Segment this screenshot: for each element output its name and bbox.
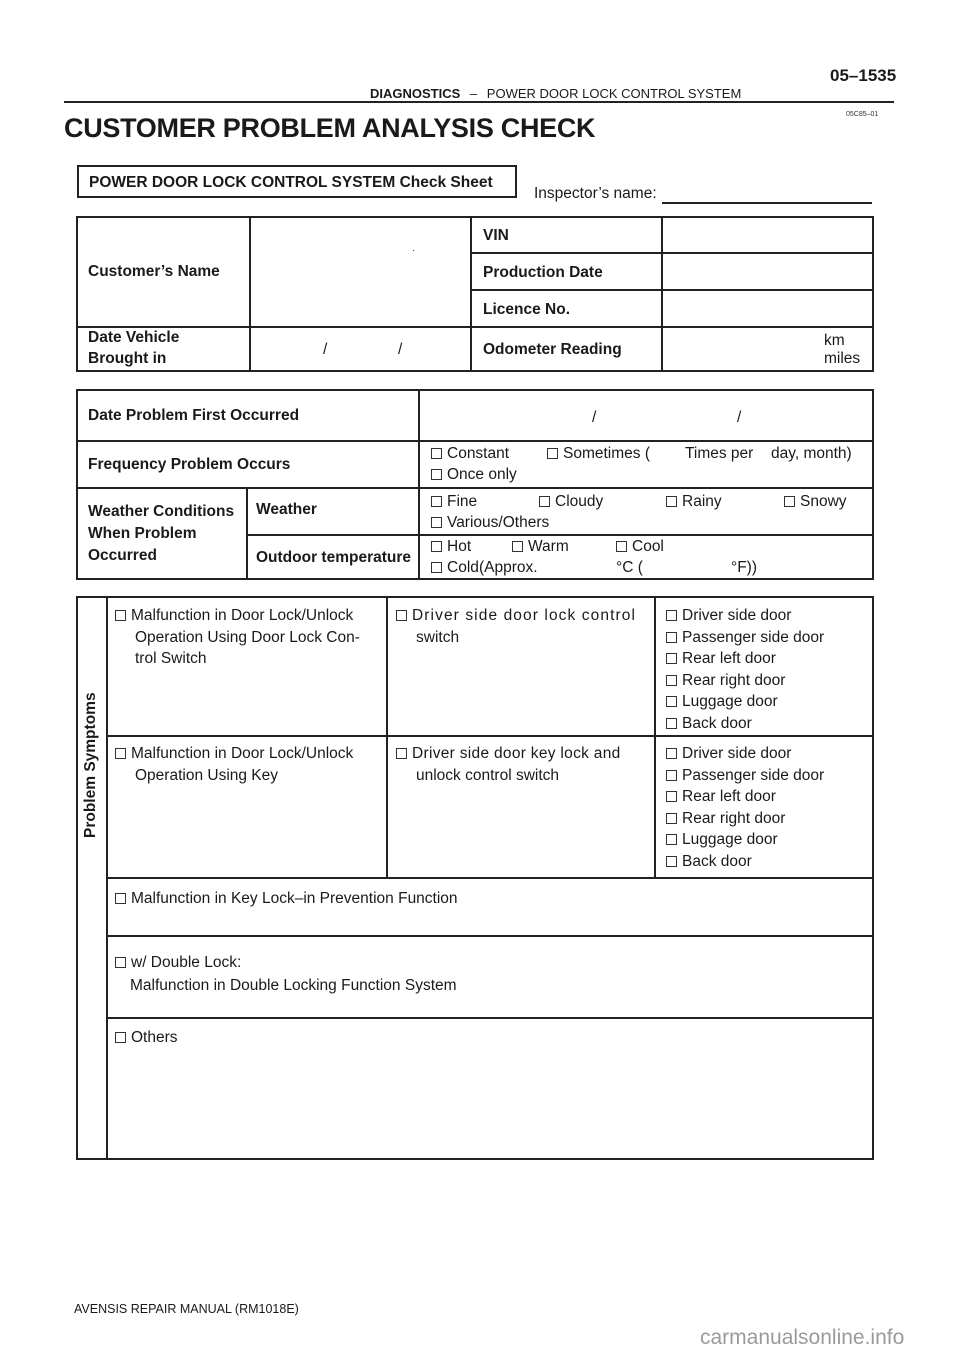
row-divider <box>470 252 874 254</box>
option-label: Once only <box>447 466 517 483</box>
row-divider <box>106 935 874 937</box>
unit-km: km <box>824 332 845 349</box>
checkbox[interactable] <box>666 748 677 759</box>
checkbox[interactable] <box>396 748 407 759</box>
row-divider <box>246 534 874 536</box>
weather-cloudy-option[interactable] <box>539 492 603 513</box>
option-label: Sometimes ( <box>563 445 650 462</box>
header-subsection: POWER DOOR LOCK CONTROL SYSTEM <box>486 86 742 101</box>
date-brought-label <box>88 328 179 370</box>
weather-conditions-label <box>88 501 234 567</box>
freq-day-month: day, month) <box>771 445 852 462</box>
door-option[interactable] <box>666 765 824 787</box>
checkbox[interactable] <box>115 893 126 904</box>
checkbox[interactable] <box>666 834 677 845</box>
checkbox[interactable] <box>431 517 442 528</box>
door-option[interactable] <box>666 605 824 627</box>
row-divider <box>470 326 874 328</box>
door-option[interactable] <box>666 627 824 649</box>
checkbox[interactable] <box>666 632 677 643</box>
col-divider <box>418 389 420 580</box>
row-divider <box>106 877 874 879</box>
frequency-label: Frequency Problem Occurs <box>88 456 291 473</box>
option-label: w/ Double Lock: <box>131 954 242 971</box>
customer-name-label: Customer’s Name <box>88 263 220 280</box>
first-occurred-separator: / <box>592 409 597 426</box>
option-label: Cool <box>632 538 664 555</box>
check-sheet-label: POWER DOOR LOCK CONTROL SYSTEM Check Sheet <box>89 174 493 191</box>
page-title: CUSTOMER PROBLEM ANALYSIS CHECK <box>64 113 596 143</box>
unit-miles: miles <box>824 350 861 367</box>
header-rule <box>64 101 894 103</box>
row-divider <box>106 735 874 737</box>
option-label: unlock control switch <box>416 766 560 784</box>
figure-code: 05C85–01 <box>846 111 879 118</box>
option-label: Various/Others <box>447 514 550 531</box>
option-label: Malfunction in Double Locking Function System <box>130 977 457 994</box>
temp-fahrenheit: °F)) <box>731 559 757 576</box>
temp-cold-option[interactable] <box>431 558 479 579</box>
weather-snowy-option[interactable] <box>784 492 847 513</box>
col-divider <box>470 216 472 372</box>
customer-name-dot: · <box>412 245 416 256</box>
option-label: Warm <box>528 538 569 555</box>
inspector-label: Inspector’s name: <box>534 185 657 202</box>
checkbox[interactable] <box>784 496 795 507</box>
date-separator: / <box>398 341 403 358</box>
option-label: Passenger side door <box>682 628 825 646</box>
checkbox[interactable] <box>115 748 126 759</box>
checkbox[interactable] <box>666 791 677 802</box>
licence-label: Licence No. <box>483 301 570 318</box>
door-option[interactable] <box>666 691 824 713</box>
weather-label: Weather <box>256 501 317 518</box>
temp-celsius: °C ( <box>616 559 643 576</box>
odometer-label: Odometer Reading <box>483 341 622 358</box>
door-option[interactable] <box>666 808 824 830</box>
checkbox[interactable] <box>666 813 677 824</box>
symptom-driver-lock-control-switch[interactable] <box>396 605 636 648</box>
option-label: Rear right door <box>682 671 786 689</box>
weather-conditions-line-2: When Problem <box>88 525 197 542</box>
weather-conditions-line-3: Occurred <box>88 547 157 564</box>
weather-rainy-option[interactable] <box>666 492 722 513</box>
temp-hot-option[interactable] <box>431 537 471 558</box>
option-label: Luggage door <box>682 831 778 849</box>
checkbox[interactable] <box>547 448 558 459</box>
page-number: 05–1535 <box>830 66 897 85</box>
checkbox[interactable] <box>512 541 523 552</box>
symptom-others[interactable] <box>115 1028 178 1049</box>
option-label: Driver side door <box>682 607 792 624</box>
first-occurred-label: Date Problem First Occurred <box>88 407 300 424</box>
option-label: Back door <box>682 852 752 870</box>
checkbox[interactable] <box>666 610 677 621</box>
option-label: Passenger side door <box>682 766 825 784</box>
checkbox[interactable] <box>666 496 677 507</box>
checkbox[interactable] <box>666 696 677 707</box>
option-label: Rainy <box>682 493 722 510</box>
door-option[interactable] <box>666 851 824 873</box>
option-label: Luggage door <box>682 693 778 711</box>
temp-approx: (Approx. <box>479 559 538 576</box>
checkbox[interactable] <box>666 718 677 729</box>
option-label: Rear right door <box>682 809 786 827</box>
row-divider <box>470 289 874 291</box>
option-label: Back door <box>682 714 752 732</box>
checkbox[interactable] <box>431 448 442 459</box>
checkbox[interactable] <box>396 610 407 621</box>
option-label: switch <box>416 628 460 646</box>
option-label: Operation Using Door Lock Con- <box>135 628 360 646</box>
checkbox[interactable] <box>666 770 677 781</box>
checkbox[interactable] <box>666 675 677 686</box>
inspector-line <box>662 202 872 204</box>
door-option[interactable] <box>666 829 824 851</box>
option-label: Constant <box>447 445 510 462</box>
check-sheet-label-box <box>77 165 517 198</box>
row-divider <box>76 487 874 489</box>
checkbox[interactable] <box>539 496 550 507</box>
option-label: trol Switch <box>135 650 207 667</box>
option-label: Others <box>131 1029 178 1046</box>
checkbox[interactable] <box>431 541 442 552</box>
temp-warm-option[interactable] <box>512 537 569 558</box>
option-label: Rear left door <box>682 788 776 806</box>
freq-once-option[interactable] <box>431 465 517 486</box>
option-label: Driver side door lock control <box>412 607 636 624</box>
checkbox[interactable] <box>431 496 442 507</box>
option-label: Hot <box>447 538 472 555</box>
checkbox[interactable] <box>431 562 442 573</box>
door-option[interactable] <box>666 648 824 670</box>
date-separator: / <box>323 341 328 358</box>
option-label: Cold <box>447 559 479 576</box>
problem-symptoms-label: Problem Symptoms <box>82 692 99 838</box>
checkbox[interactable] <box>666 856 677 867</box>
weather-conditions-line-1: Weather Conditions <box>88 503 235 520</box>
weather-various-option[interactable] <box>431 513 549 534</box>
temp-cool-option[interactable] <box>616 537 664 558</box>
checkbox[interactable] <box>616 541 627 552</box>
weather-fine-option[interactable] <box>431 492 477 513</box>
running-header <box>370 86 741 101</box>
door-option[interactable] <box>666 670 824 692</box>
door-list-row-2 <box>666 743 824 873</box>
option-label: Driver side door <box>682 745 792 762</box>
row-divider <box>106 1017 874 1019</box>
option-label: Malfunction in Key Lock–in Prevention Function <box>131 890 458 907</box>
symptom-driver-key-lock-switch[interactable] <box>396 743 621 786</box>
manual-footer: AVENSIS REPAIR MANUAL (RM1018E) <box>74 1302 299 1316</box>
header-section: DIAGNOSTICS <box>370 86 461 101</box>
freq-times-per: Times per <box>685 445 754 462</box>
option-label: Operation Using Key <box>135 766 279 784</box>
symptom-door-lock-key[interactable] <box>115 743 353 786</box>
option-label: Fine <box>447 493 478 510</box>
option-label: Driver side door key lock and <box>412 745 621 762</box>
checkbox[interactable] <box>115 957 126 968</box>
symptom-key-lock-prevention[interactable] <box>115 889 458 910</box>
row-divider <box>76 440 874 442</box>
date-brought-label-line-2: Brought in <box>88 349 167 367</box>
option-label: Malfunction in Door Lock/Unlock <box>131 745 354 762</box>
col-divider <box>654 596 656 878</box>
checkbox[interactable] <box>115 1032 126 1043</box>
checkbox[interactable] <box>666 653 677 664</box>
header-separator: – <box>469 86 478 101</box>
option-label: Cloudy <box>555 493 604 510</box>
watermark: carmanualsonline.info <box>700 1326 905 1349</box>
door-option[interactable] <box>666 786 824 808</box>
option-label: Rear left door <box>682 650 776 668</box>
first-occurred-separator: / <box>737 409 742 426</box>
checkbox[interactable] <box>115 610 126 621</box>
door-option[interactable] <box>666 713 824 735</box>
door-option[interactable] <box>666 743 824 765</box>
outdoor-temp-label: Outdoor temperature <box>256 549 412 566</box>
checkbox[interactable] <box>431 469 442 480</box>
symptom-door-lock-switch[interactable] <box>115 605 360 670</box>
option-label: Snowy <box>800 493 847 510</box>
col-divider <box>386 596 388 878</box>
col-divider <box>249 216 251 372</box>
vehicle-info-table <box>76 216 874 372</box>
col-divider <box>661 216 663 372</box>
symptom-double-lock[interactable] <box>115 951 457 997</box>
col-divider <box>246 487 248 580</box>
freq-sometimes-option[interactable] <box>547 444 650 465</box>
vin-label: VIN <box>483 227 509 244</box>
freq-constant-option[interactable] <box>431 444 509 465</box>
option-label: Malfunction in Door Lock/Unlock <box>131 607 354 624</box>
date-brought-label-line-1: Date Vehicle <box>88 329 180 346</box>
door-list-row-1 <box>666 605 824 735</box>
production-date-label: Production Date <box>483 264 603 281</box>
